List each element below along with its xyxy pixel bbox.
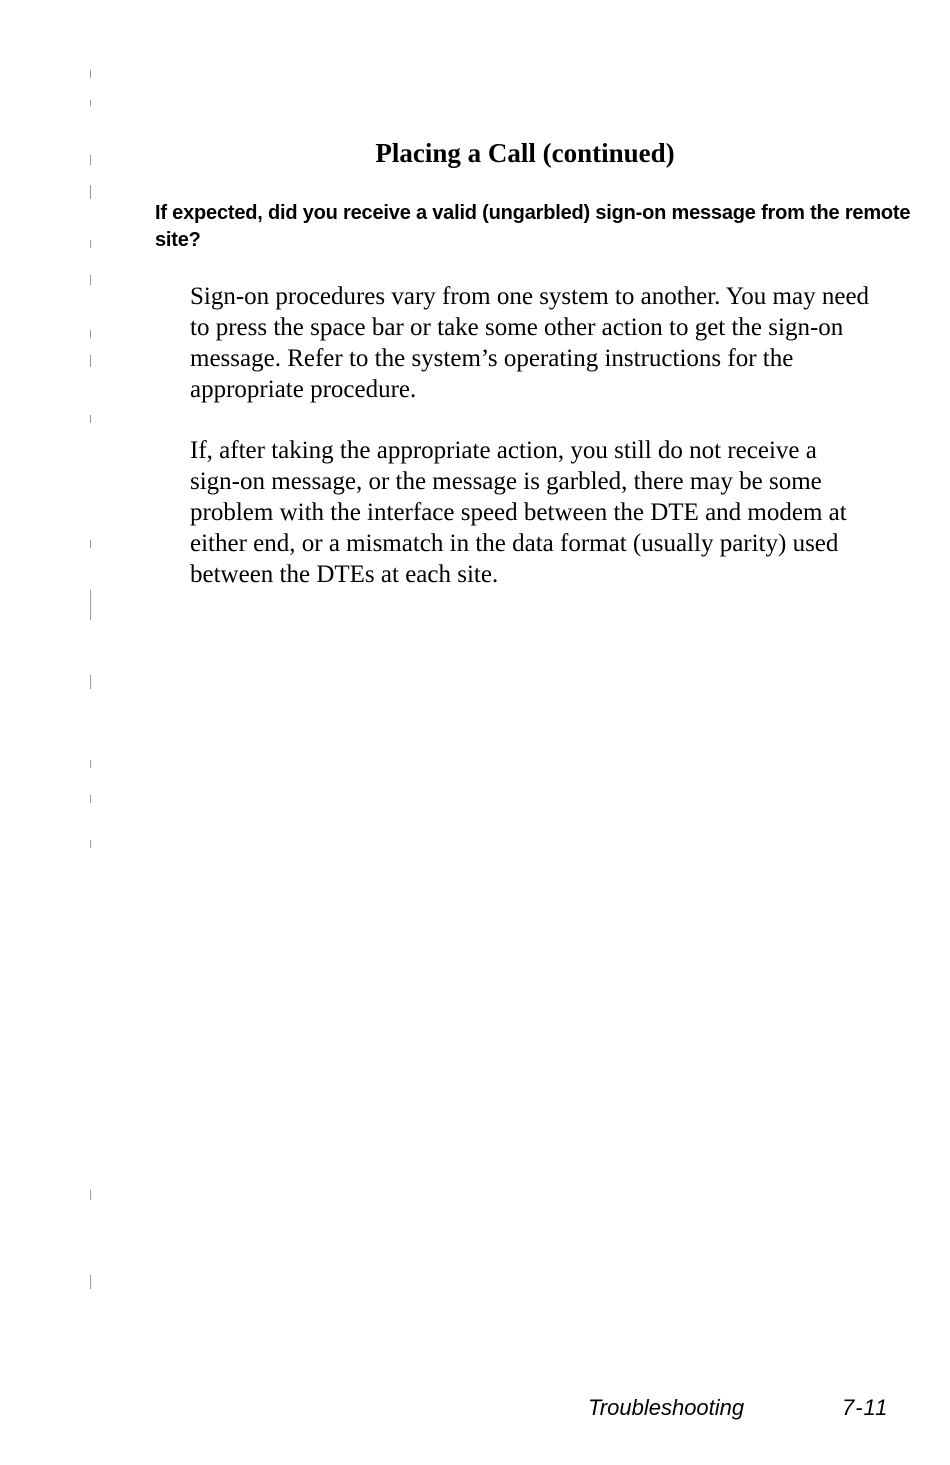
paragraph-sign-on-procedures: Sign-on procedures vary from one system to another. You may need to press the space bar or take some other action to get the sign-on message. Refer to the system’s operating instructions for the appropriate procedure.	[190, 283, 870, 403]
binding-margin-marks	[86, 60, 100, 1380]
page-title: Placing a Call (continued)	[375, 138, 675, 168]
footer-page-number: 7-11	[842, 1395, 889, 1420]
question-heading: If expected, did you receive a valid (ungarbled) sign-on message from the remote site?	[155, 202, 911, 251]
paragraph-garbled-message: If, after taking the appropriate action, you still do not receive a sign-on message, or the message is garbled, there may be some problem with the interface speed between the DTE and modem at either end, or a mismatch in the data format (usually parity) used between the DTEs at each site.	[190, 437, 847, 588]
footer-section-title: Troubleshooting	[588, 1395, 745, 1420]
